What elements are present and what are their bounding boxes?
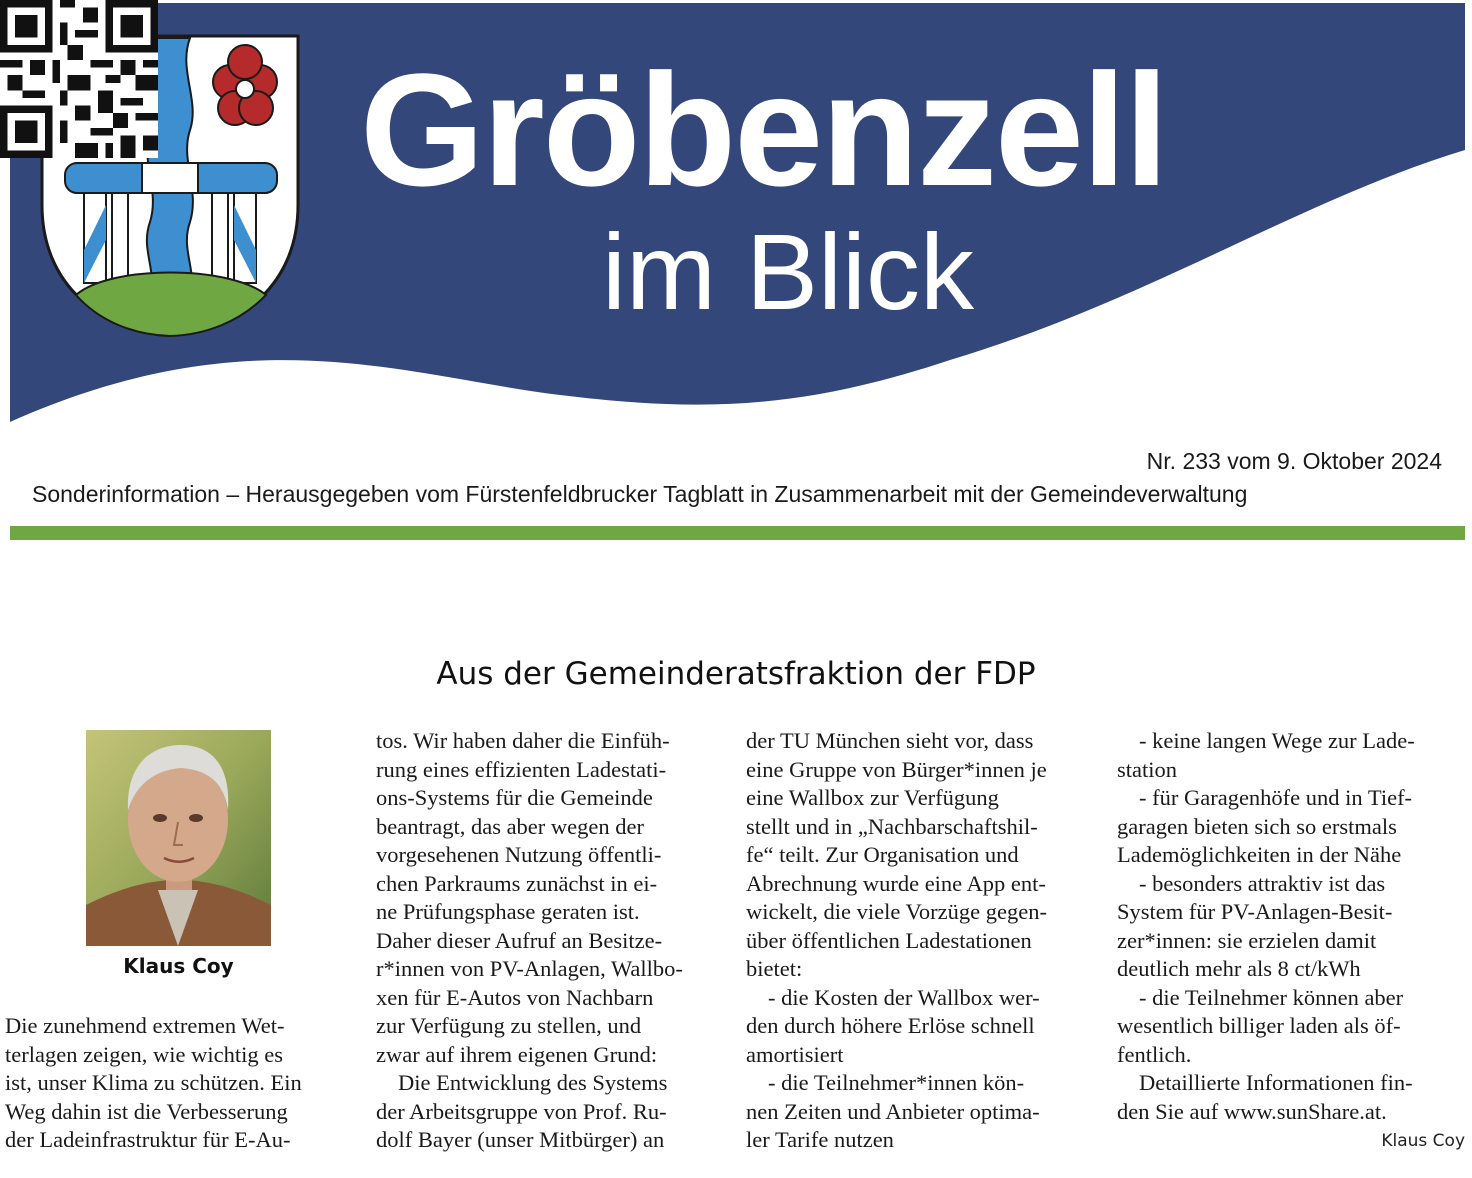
text-line: über öffentlichen Ladestationen — [746, 927, 1032, 953]
text-line: Detaillierte Informationen fin- — [1139, 1070, 1413, 1095]
article-headline: Aus der Gemeinderatsfraktion der FDP — [436, 656, 1036, 692]
author-photo — [86, 730, 271, 946]
text-line: Die zunehmend extremen Wet- — [5, 1013, 285, 1038]
text-line: nen Zeiten und Anbieter optima- — [746, 1098, 1040, 1124]
text-line: - besonders attraktiv ist das — [1139, 870, 1386, 896]
text-line: terlagen zeigen, wie wichtig es — [5, 1041, 284, 1067]
text-line: rung eines effizienten Ladestati- — [376, 756, 667, 782]
text-line: beantragt, das aber wegen der — [376, 813, 644, 839]
article-column-2 — [376, 727, 724, 1155]
text-line: wesentlich billiger laden als öf- — [1117, 1013, 1401, 1038]
issue-number: Nr. 233 vom 9. Oktober 2024 — [1146, 448, 1442, 474]
text-line: - die Teilnehmer können aber — [1139, 984, 1404, 1010]
text-line: - die Kosten der Wallbox wer- — [768, 984, 1040, 1010]
text-line: der Ladeinfrastruktur für E-Au- — [5, 1127, 291, 1152]
text-line: vorgesehenen Nutzung öffentli- — [376, 842, 662, 867]
text-line: deutlich mehr als 8 ct/kWh — [1117, 956, 1361, 981]
text-line: dolf Bayer (unser Mitbürger) an — [376, 1127, 665, 1152]
text-line: ne Prüfungsphase geraten ist. — [376, 899, 640, 924]
text-line: stellt und in „Nachbarschaftshil- — [746, 813, 1038, 839]
article-column-4 — [1117, 727, 1465, 1126]
text-line: r*innen von PV-Anlagen, Wallbo- — [376, 956, 683, 981]
text-line: der Arbeitsgruppe von Prof. Ru- — [376, 1098, 667, 1124]
text-line: - keine langen Wege zur Lade- — [1139, 728, 1415, 753]
text-line: den Sie auf www.sunShare.at. — [1117, 1098, 1387, 1124]
article-column-1 — [5, 1012, 353, 1155]
text-line: Daher dieser Aufruf an Besitze- — [376, 927, 663, 953]
text-line: bietet: — [746, 956, 803, 981]
text-line: amortisiert — [746, 1041, 844, 1067]
text-line: Die Entwicklung des Systems — [398, 1070, 668, 1095]
author-signature: Klaus Coy — [1381, 1131, 1465, 1151]
text-line: zur Verfügung zu stellen, und — [376, 1013, 642, 1038]
masthead-subtitle: im Blick — [602, 211, 974, 332]
divider-bar — [10, 526, 1465, 540]
text-line: den durch höhere Erlöse schnell — [746, 1013, 1035, 1038]
text-line: garagen bieten sich so erstmals — [1117, 813, 1397, 839]
text-line: eine Gruppe von Bürger*innen je — [746, 756, 1047, 782]
photo-caption: Klaus Coy — [123, 954, 234, 978]
text-line: System für PV-Anlagen-Besit- — [1117, 899, 1393, 924]
text-line: - die Teilnehmer*innen kön- — [768, 1070, 1025, 1095]
article-column-3 — [746, 727, 1096, 1155]
text-line: ons-Systems für die Gemeinde — [376, 785, 653, 810]
column-text — [5, 1012, 353, 1155]
text-line: eine Wallbox zur Verfügung — [746, 785, 999, 810]
text-line: wickelt, die viele Vorzüge gegen- — [746, 899, 1047, 924]
text-line: xen für E-Autos von Nachbarn — [376, 984, 654, 1010]
text-line: chen Parkraums zunächst in ei- — [376, 870, 658, 896]
text-line: zwar auf ihrem eigenen Grund: — [376, 1041, 658, 1067]
text-line: zer*innen: sie erzielen damit — [1117, 927, 1377, 953]
text-line: station — [1117, 756, 1177, 782]
qr-code-icon — [0, 0, 158, 158]
masthead — [0, 0, 1472, 440]
text-line: Abrechnung wurde eine App ent- — [746, 870, 1046, 896]
text-line: - für Garagenhöfe und in Tief- — [1139, 785, 1413, 810]
text-line: Lademöglichkeiten in der Nähe — [1117, 842, 1402, 867]
text-line: ler Tarife nutzen — [746, 1127, 894, 1152]
publisher-line: Sonderinformation – Herausgegeben vom Fürstenfeldbrucker Tagblatt in Zusammenarbeit mit der Gemeindeverwaltung — [32, 481, 1248, 507]
masthead-title: Gröbenzell — [360, 40, 1167, 219]
text-line: ist, unser Klima zu schützen. Ein — [5, 1070, 302, 1095]
text-line: fentlich. — [1117, 1041, 1192, 1067]
text-line: tos. Wir haben daher die Einfüh- — [376, 728, 670, 753]
text-line: der TU München sieht vor, dass — [746, 728, 1034, 753]
text-line: fe“ teilt. Zur Organisation und — [746, 842, 1019, 867]
text-line: Weg dahin ist die Verbesserung — [5, 1098, 288, 1124]
